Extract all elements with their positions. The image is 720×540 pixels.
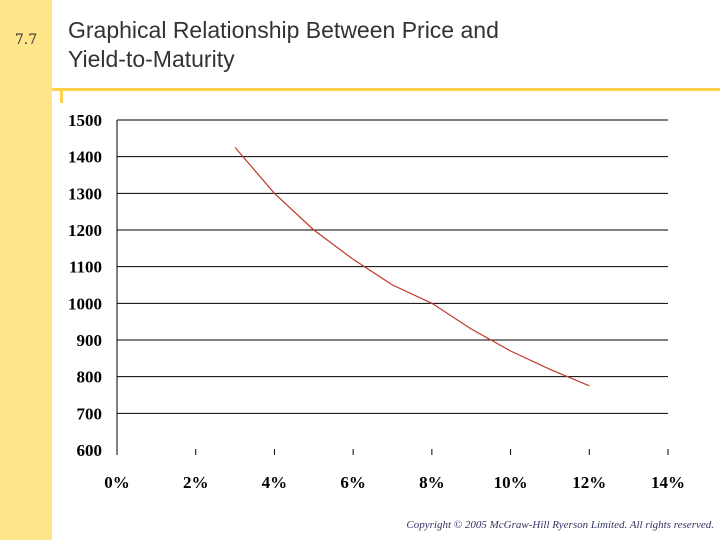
y-tick-label: 800 bbox=[76, 367, 102, 387]
x-tick-label: 2% bbox=[182, 473, 209, 492]
copyright-notice: Copyright © 2005 McGraw-Hill Ryerson Limited. All rights reserved. bbox=[406, 519, 714, 531]
y-tick-label: 700 bbox=[76, 404, 102, 424]
y-tick-labels bbox=[68, 111, 102, 460]
x-tick-label: 10% bbox=[493, 473, 528, 492]
y-tick-label: 600 bbox=[76, 441, 102, 460]
y-tick-label: 1100 bbox=[68, 257, 102, 277]
x-tick-label: 6% bbox=[340, 473, 366, 492]
x-tick-label: 0% bbox=[104, 473, 130, 492]
y-tick-label: 900 bbox=[76, 331, 102, 350]
x-tick-label: 12% bbox=[572, 473, 607, 492]
y-tick-label: 1300 bbox=[68, 184, 102, 204]
axes bbox=[117, 120, 668, 455]
slide-title-line-2: Yield-to-Maturity bbox=[68, 46, 235, 72]
x-tick-label: 8% bbox=[419, 473, 445, 492]
slide-title-line-1: Graphical Relationship Between Price and bbox=[68, 17, 499, 43]
x-tick-label: 4% bbox=[261, 473, 288, 492]
y-tick-label: 1200 bbox=[68, 221, 102, 240]
slide-number: 7.7 bbox=[14, 32, 38, 48]
y-tick-label: 1500 bbox=[68, 111, 102, 130]
x-tick-label: 14% bbox=[651, 473, 685, 492]
x-tick-labels bbox=[104, 473, 685, 492]
y-tick-label: 1000 bbox=[68, 294, 102, 314]
y-tick-label: 1400 bbox=[68, 147, 102, 167]
grid-lines bbox=[117, 120, 668, 413]
